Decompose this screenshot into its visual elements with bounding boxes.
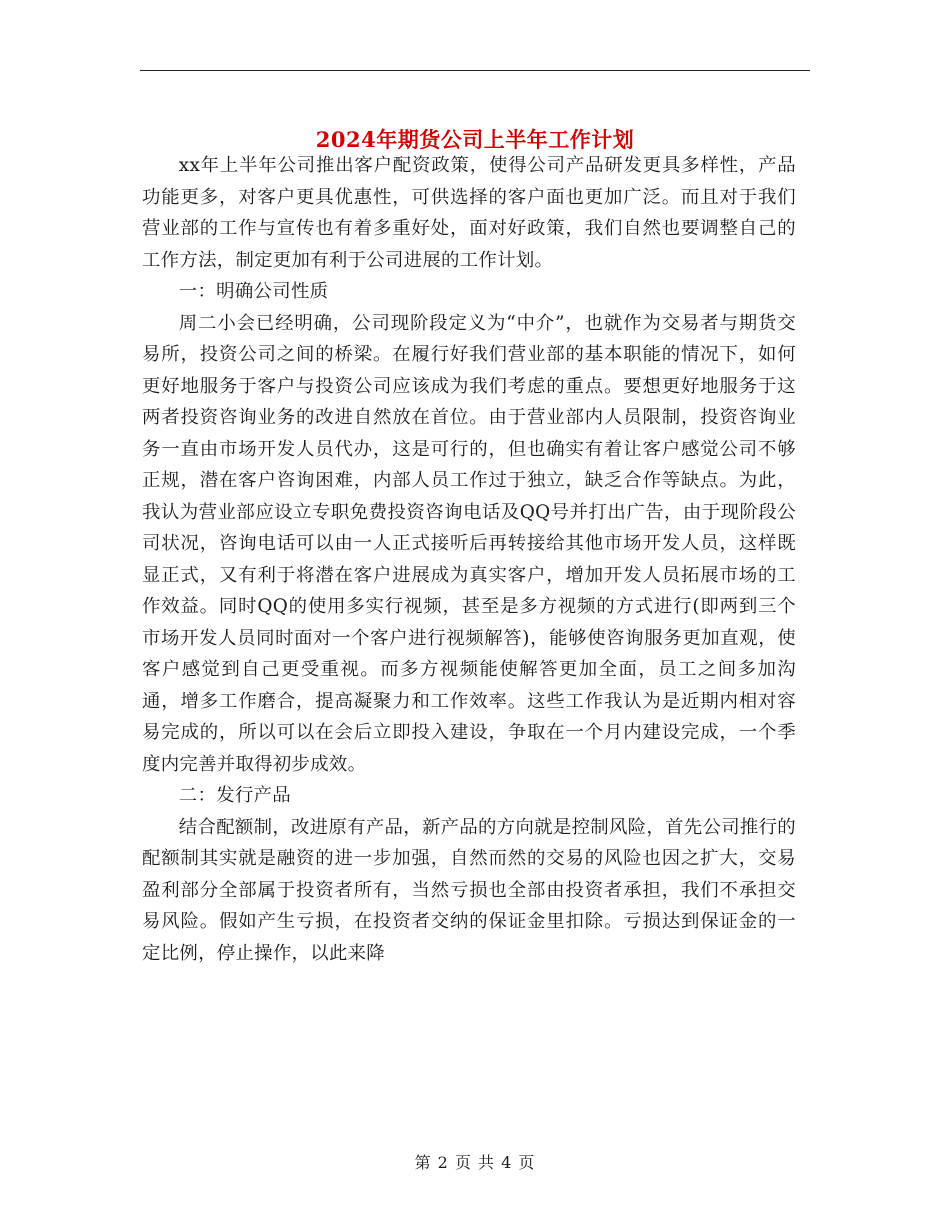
page-number-footer: 第 2 页 共 4 页: [414, 1153, 536, 1172]
section-1-paragraph: 周二小会已经明确，公司现阶段定义为“中介”，也就作为交易者与期货交易所，投资公司之间的桥梁。在履行好我们营业部的基本职能的情况下，如何更好地服务于客户与投资公司应该成为我们考虑的重点。要想更好地服务于这两者投资咨询业务的改进自然放在首位。由于营业部内人员限制，投资咨询业务一直由市场开发人员代办，这是可行的，但也确实有着让客户感觉公司不够正规，潜在客户咨询困难，内部人员工作过于独立，缺乏合作等缺点。为此，我认为营业部应设立专职免费投资咨询电话及QQ号并打出广告，由于现阶段公司状况，咨询电话可以由一人正式接听后再转接给其他市场开发人员，这样既显正式，又有利于将潜在客户进展成为真实客户，增加开发人员拓展市场的工作效益。同时QQ的使用多实行视频，甚至是多方视频的方式进行(即两到三个市场开发人员同时面对一个客户进行视频解答)，能够使咨询服务更加直观，使客户感觉到自己更受重视。而多方视频能使解答更加全面，员工之间多加沟通，增多工作磨合，提高凝聚力和工作效率。这些工作我认为是近期内相对容易完成的，所以可以在会后立即投入建设，争取在一个月内建设完成，一个季度内完善并取得初步成效。: [142, 312, 796, 775]
section-heading-1: 一：明确公司性质: [178, 281, 329, 302]
section-heading-2: 二：发行产品: [178, 785, 291, 806]
document-body: [142, 150, 796, 969]
section-2-paragraph: 结合配额制，改进原有产品，新产品的方向就是控制风险，首先公司推行的配额制其实就是融资的进一步加强，自然而然的交易的风险也因之扩大，交易盈利部分全部属于投资者所有，当然亏损也全部由投资者承担，我们不承担交易风险。假如产生亏损，在投资者交纳的保证金里扣除。亏损达到保证金的一定比例，停止操作，以此来降: [142, 816, 796, 964]
intro-paragraph: xx年上半年公司推出客户配资政策，使得公司产品研发更具多样性，产品功能更多，对客户更具优惠性，可供选择的客户面也更加广泛。而且对于我们营业部的工作与宣传也有着多重好处，面对好政策，我们自然也要调整自己的工作方法，制定更加有利于公司进展的工作计划。: [142, 155, 796, 271]
document-title: 2024年期货公司上半年工作计划: [315, 127, 635, 153]
header-rule: [140, 70, 810, 71]
